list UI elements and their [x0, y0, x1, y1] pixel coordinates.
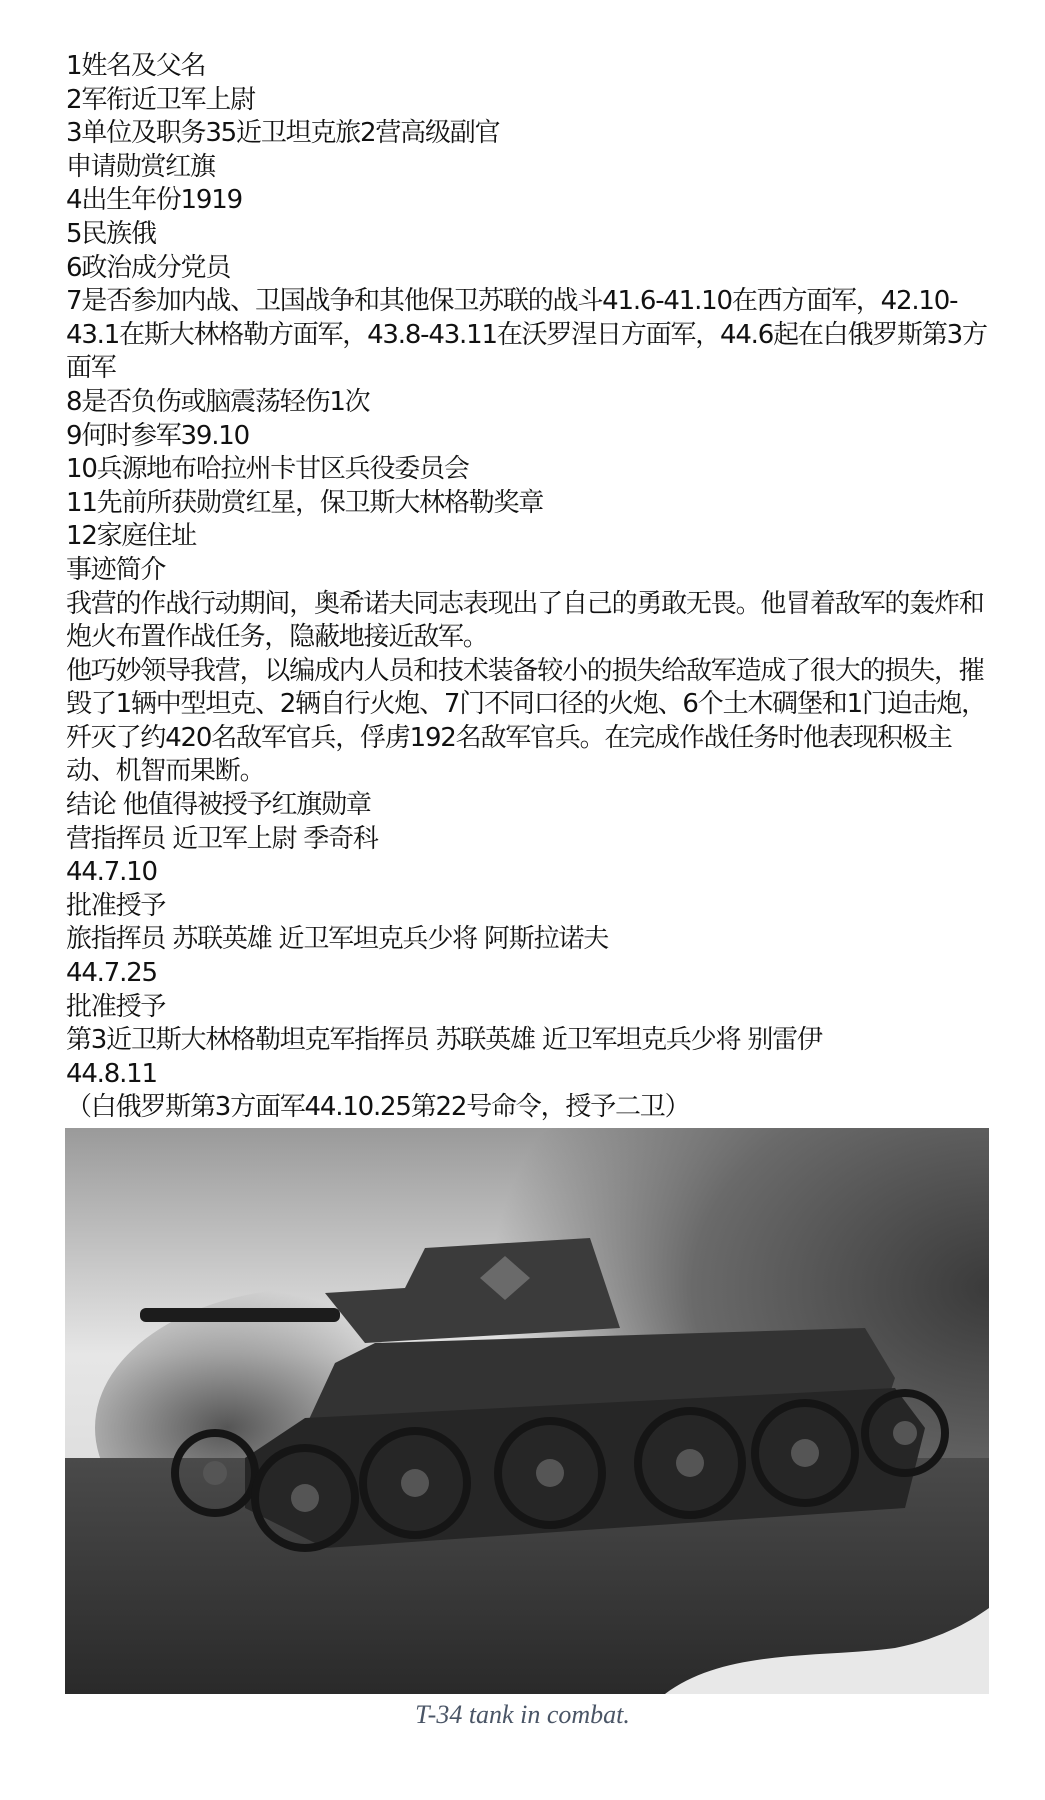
- field-unit-position: 3单位及职务35近卫坦克旅2营高级副官: [66, 118, 500, 149]
- brigade-commander-signature: 旅指挥员 苏联英雄 近卫军坦克兵少将 阿斯拉诺夫: [66, 924, 608, 955]
- field-wounds: 8是否负伤或脑震荡轻伤1次: [66, 386, 370, 417]
- field-draft-office: 10兵源地布哈拉州卡甘区兵役委员会: [66, 454, 469, 485]
- field-enlisted: 9何时参军39.10: [66, 420, 249, 451]
- approval-2: 批准授予: [66, 991, 166, 1022]
- date-1: 44.7.10: [66, 857, 157, 888]
- field-party: 6政治成分党员: [66, 252, 231, 283]
- field-birth-year: 4出生年份1919: [66, 185, 242, 216]
- field-home-address: 12家庭住址: [66, 521, 196, 552]
- award-requested: 申请勋赏红旗: [66, 151, 215, 182]
- conclusion: 结论 他值得被授予红旗勋章: [66, 790, 371, 821]
- battalion-commander-signature: 营指挥员 近卫军上尉 季奇科: [66, 823, 378, 854]
- field-name: 1姓名及父名: [66, 51, 206, 81]
- field-rank: 2军衔近卫军上尉: [66, 84, 255, 115]
- field-nationality: 5民族俄: [66, 218, 156, 249]
- summary-paragraph-1: 我营的作战行动期间，奥希诺夫同志表现出了自己的勇敢无畏。他冒着敌军的轰炸和炮火布置作战任务，隐蔽地接近敌军。: [66, 588, 984, 653]
- award-document-text: [66, 50, 1026, 1125]
- tank-photo: [65, 1128, 989, 1694]
- summary-heading: 事迹简介: [66, 554, 166, 585]
- summary-paragraph-2: 他巧妙领导我营，以编成内人员和技术装备较小的损失给敌军造成了很大的损失，摧毁了1辆中型坦克、2辆自行火炮、7门不同口径的火炮、6个土木碉堡和1门迫击炮，歼灭了约420名敌军官兵，俘虏192名敌军官兵。在完成作战任务时他表现积极主动、机智而果断。: [66, 655, 986, 787]
- photo-caption: T-34 tank in combat.: [415, 1700, 630, 1729]
- date-3: 44.8.11: [66, 1058, 157, 1089]
- approval-1: 批准授予: [66, 890, 166, 921]
- field-previous-awards: 11先前所获勋赏红星，保卫斯大林格勒奖章: [66, 487, 544, 518]
- order-note: （白俄罗斯第3方面军44.10.25第22号命令，授予二卫）: [66, 1092, 690, 1123]
- tank-photo-image: [65, 1128, 989, 1694]
- field-combat-service: 7是否参加内战、卫国战争和其他保卫苏联的战斗41.6-41.10在西方面军，42.10-43.1在斯大林格勒方面军，43.8-43.11在沃罗涅日方面军，44.6起在白俄罗斯第3方面军: [66, 286, 987, 384]
- date-2: 44.7.25: [66, 958, 157, 989]
- corps-commander-signature: 第3近卫斯大林格勒坦克军指挥员 苏联英雄 近卫军坦克兵少将 别雷伊: [66, 1025, 822, 1056]
